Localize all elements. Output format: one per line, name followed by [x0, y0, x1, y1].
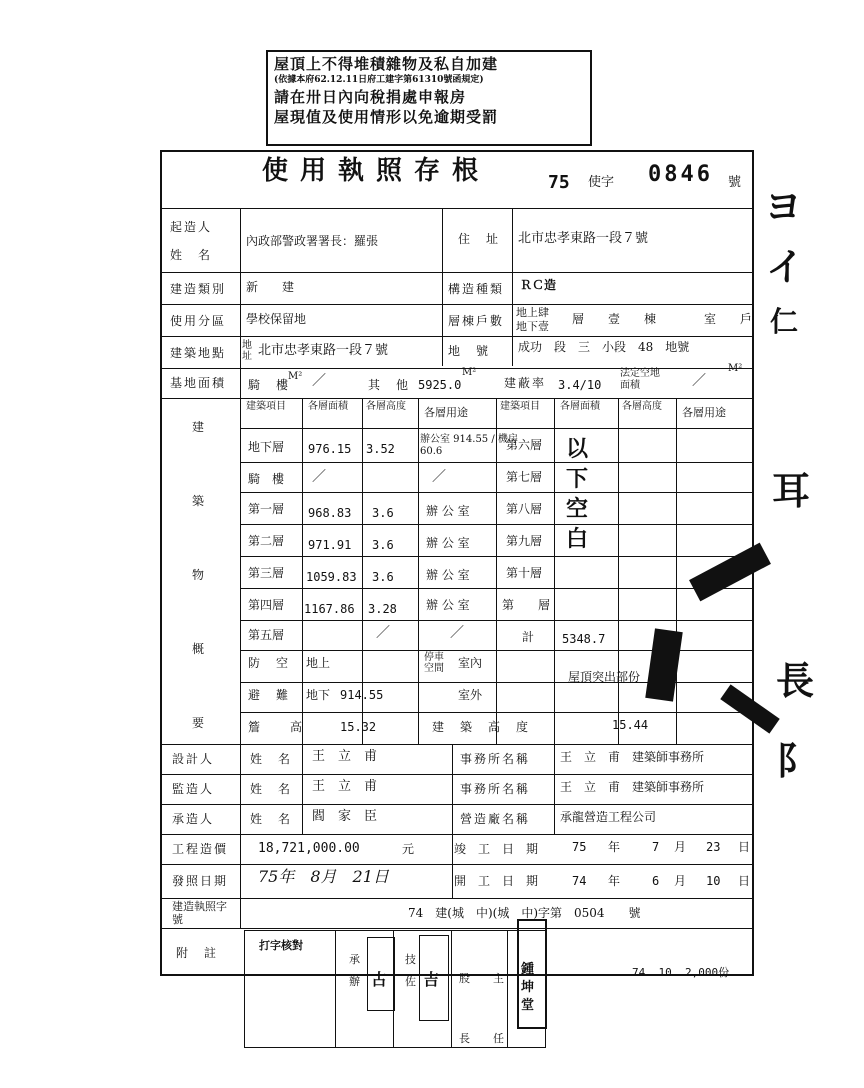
open-space-label: 法定空地面積	[620, 368, 660, 391]
sign-director: 主任	[493, 972, 504, 1045]
owner-value: 內政部警政署署長：羅張	[246, 234, 379, 248]
hdr-use: 各層用途	[424, 406, 468, 419]
start-label: 開 工 日 期	[454, 874, 539, 888]
notice-line-1: 屋頂上不得堆積雜物及私自加建	[274, 55, 499, 73]
coverage-label: 建蔽率	[504, 376, 547, 390]
parking-label: 停車空間	[424, 652, 444, 674]
bleed-glyph: 仁	[770, 305, 799, 338]
bleed-glyph: ヨ	[764, 184, 803, 229]
civil-defense-label-b: 避 難	[248, 688, 291, 702]
start-year-unit: 年	[608, 874, 621, 888]
build-permit-label: 建造執照字號	[172, 900, 227, 926]
site-area-label: 基地面積	[170, 376, 227, 390]
supervisor-name-label: 姓 名	[250, 782, 293, 796]
build-type-label: 建造類別	[170, 282, 227, 296]
sign-handler: 承辦	[349, 953, 360, 988]
supervisor-label: 監造人	[172, 782, 215, 796]
floor-use: 辦 公 室	[426, 598, 470, 612]
side-label-4: 概	[192, 642, 207, 656]
completion-year: 75	[572, 840, 587, 854]
area-unit-1: M²	[288, 371, 303, 382]
floors-above: 地上肆	[516, 306, 549, 319]
floor-height: 3.6	[372, 506, 394, 520]
notice-line-4: 屋現值及使用情形以免逾期受罰	[274, 108, 499, 126]
hdr-height: 各層高度	[366, 401, 406, 412]
floor-name-right: 第七層	[506, 470, 543, 484]
area-unit-2: M²	[462, 367, 477, 378]
floor-height: 3.6	[372, 570, 394, 584]
floor-name-right: 第 層	[502, 598, 551, 612]
designer-office-label: 事務所名稱	[460, 752, 531, 766]
floor-name: 地下層	[248, 440, 285, 454]
permit-suffix: 號	[728, 175, 742, 190]
print-run-footer: 74. 10. 2,000份	[632, 966, 730, 979]
completion-day: 23	[706, 840, 721, 854]
start-month: 6	[652, 874, 660, 888]
address-label: 住 址	[458, 232, 501, 246]
floor-height: 3.28	[368, 602, 397, 616]
issue-date-label: 發照日期	[172, 874, 229, 888]
designer-name-label: 姓 名	[250, 752, 293, 766]
contractor-name-label: 姓 名	[250, 812, 293, 826]
site-addr-tag: 地址	[242, 340, 252, 362]
permit-number: 0846	[648, 162, 713, 187]
sign-typing-check: 打字核對	[259, 939, 303, 952]
contractor-office-label: 營造廠名稱	[460, 812, 531, 826]
cost-label: 工程造價	[172, 842, 229, 856]
structure-label: 構造種類	[448, 282, 505, 296]
floors-label: 層棟戶數	[448, 314, 505, 328]
floor-use: 辦 公 室	[426, 568, 470, 582]
supervisor-office-label: 事務所名稱	[460, 782, 531, 796]
parking-outdoor: 室外	[458, 688, 483, 702]
supervisor-name: 王 立 甫	[312, 779, 378, 794]
zone-value: 學校保留地	[246, 312, 307, 326]
floor-name: 騎 樓	[248, 472, 285, 486]
address-value: 北市忠孝東路一段７號	[518, 231, 649, 246]
designer-name: 王 立 甫	[312, 749, 378, 764]
hdr-area: 各層面積	[308, 401, 348, 412]
designer-office: 王 立 甫 建築師事務所	[560, 750, 705, 764]
side-label-1: 建	[192, 420, 207, 434]
handwritten-blank-note: 以下空白	[566, 436, 589, 552]
floor-area: 971.91	[308, 538, 352, 552]
note-label: 附 註	[176, 946, 219, 960]
floor-area: 968.83	[308, 506, 352, 520]
area-unit-3: M²	[728, 363, 743, 374]
floor-name: 第五層	[248, 628, 285, 642]
civil-defense-below: 地下	[306, 688, 331, 702]
eaves-height-label: 簷 高	[248, 720, 305, 734]
permit-form: 使用執照存根 75 使字 0846 號 起造人 姓 名 內政部警政署署長：羅張 住 址 北市忠孝東路一段７號 建造類別 新 建 構造種類 ＲＣ造 使用分區 學校保留地 層棟戶數 地上肆 地下壹 層 壹 棟 室 戶 建築地點 地址 北市忠孝東路一段７號 地 號 成功 段 三 小段 48 地號 基地面積 騎 樓 M² ／ 其 他 5925.0 M² 建蔽率 3.4/10 法定空地面積 ／ M² 建 築 物 概 要 建築項目 各層面積 各層高度 各層用途 建築項目 各層面積 各層高度 各層用途 地下層 976.15 3.52 辦公室 914.55 / 機房 60.6 騎 樓 ／ ／ 第一層 968.83 3.6 辦 公 室 第二層 971.91 3.6 辦 公 室 第三層 1059.83 3.6 辦 公 室 第四層 1167.86 3.28 辦 公 室 第五層 ／ ／ 第六層 第七層 第八層 第九層 第十層 第 層 計 5348.7 以下空白 防 空 避 難 地上 地下 914.55 停車空間 室內 室外 屋頂突出部份 簷 高 15.32 建 築 高 度 15.44 設計人 姓 名 王 立 甫 事務所名稱 王 立 甫 建築師事務所 監造人 姓 名 王 立 甫 事務所名稱 王 立 甫 建築師事務所 承造人 姓 名 閻 家 臣 營造廠名稱 承龍營造工程公司 工程造價 18,721,000.00 元 竣 工 日 期 75 年 7 月 23 日 發照日期 75年 8月 21日 開 工 日 期 74 年 6 月 10 日 建造執照字號 74 建(城 中)(城 中)字第 0504 號 附 註	[160, 150, 754, 976]
roof-protrusion-label: 屋頂突出部份	[568, 670, 641, 684]
cost-value: 18,721,000.00	[258, 841, 360, 856]
floor-area: 1167.86	[304, 602, 355, 616]
supervisor-office: 王 立 甫 建築師事務所	[560, 780, 705, 794]
building-height-value: 15.44	[612, 718, 649, 732]
arcade-label: 騎 樓	[248, 378, 291, 392]
sign-technician: 技佐	[405, 953, 416, 988]
side-label-2: 築	[192, 494, 207, 508]
floors-units: 層 壹 棟 室 戶	[572, 312, 753, 326]
handler-seal-name: 古	[371, 970, 388, 989]
building-height-label: 建 築 高 度	[432, 720, 531, 734]
other-value: 5925.0	[418, 378, 462, 392]
hdr-area-r: 各層面積	[560, 401, 600, 412]
eaves-height-value: 15.32	[340, 720, 377, 734]
sign-section-chief: 股長	[459, 972, 470, 1045]
lot-value: 成功 段 三 小段 48 地號	[518, 340, 690, 354]
floor-use: 辦公室 914.55 / 機房 60.6	[420, 434, 518, 457]
total-area: 5348.7	[562, 632, 606, 646]
site-label: 建築地點	[170, 346, 227, 360]
hdr-item: 建築項目	[246, 401, 286, 412]
hdr-height-r: 各層高度	[622, 401, 662, 412]
civil-defense-label-a: 防 空	[248, 656, 291, 670]
completion-year-unit: 年	[608, 840, 621, 854]
floor-height: 3.52	[366, 442, 395, 456]
lot-label: 地 號	[448, 344, 491, 358]
other-label: 其 他	[368, 378, 411, 392]
floor-name: 第一層	[248, 502, 285, 516]
floor-height: 3.6	[372, 538, 394, 552]
bleed-glyph: 長	[776, 658, 815, 703]
floor-name-right: 第八層	[506, 502, 543, 516]
parking-indoor: 室內	[458, 656, 483, 670]
permit-prefix: 使字	[588, 175, 615, 190]
floor-area: 1059.83	[306, 570, 357, 584]
floor-name-right: 第十層	[506, 566, 543, 580]
start-month-unit: 月	[674, 874, 687, 888]
permit-year: 75	[548, 172, 570, 193]
floor-name-right: 第九層	[506, 534, 543, 548]
start-day: 10	[706, 874, 721, 888]
floor-name: 第四層	[248, 598, 285, 612]
designer-label: 設計人	[172, 752, 215, 766]
floor-name-right: 計	[522, 630, 535, 644]
completion-day-unit: 日	[738, 840, 751, 854]
technician-seal-name: 吉	[423, 970, 440, 989]
civil-defense-above: 地上	[306, 656, 331, 670]
start-day-unit: 日	[738, 874, 751, 888]
hdr-item-r: 建築項目	[500, 401, 540, 412]
start-year: 74	[572, 874, 587, 888]
bleed-glyph: 阝	[776, 738, 815, 783]
floor-name: 第三層	[248, 566, 285, 580]
signature-strip	[244, 930, 546, 1048]
notice-line-2: (依據本府62.12.11日府工建字第61310號函規定)	[274, 75, 484, 85]
notice-stamp	[266, 50, 592, 146]
floor-name-right: 第六層	[506, 438, 543, 452]
coverage-value: 3.4/10	[558, 378, 602, 392]
form-title: 使用執照存根	[262, 156, 491, 186]
completion-month-unit: 月	[674, 840, 687, 854]
contractor-name: 閻 家 臣	[312, 809, 378, 824]
notice-line-3: 請在卅日內向稅捐處申報房	[274, 88, 467, 106]
owner-name-label: 姓 名	[170, 248, 213, 262]
director-seal-name: 鍾坤堂	[521, 962, 535, 1013]
civil-defense-below-value: 914.55	[340, 688, 384, 702]
bleed-glyph: 耳	[772, 468, 811, 513]
floor-use: 辦 公 室	[426, 536, 470, 550]
floors-below: 地下壹	[516, 320, 549, 333]
owner-label: 起造人	[170, 220, 213, 234]
bleed-glyph: イ	[766, 244, 805, 289]
zone-label: 使用分區	[170, 314, 227, 328]
build-type-value: 新 建	[246, 280, 295, 294]
site-address: 北市忠孝東路一段７號	[258, 343, 389, 358]
contractor-label: 承造人	[172, 812, 215, 826]
floor-area: 976.15	[308, 442, 352, 456]
floor-name: 第二層	[248, 534, 285, 548]
issue-date-value: 75年 8月 21日	[258, 867, 389, 886]
structure-value: ＲＣ造	[520, 278, 557, 292]
cost-unit: 元	[402, 842, 415, 856]
side-label-5: 要	[192, 716, 207, 730]
floor-use: 辦 公 室	[426, 504, 470, 518]
contractor-office: 承龍營造工程公司	[560, 810, 657, 824]
build-permit-value: 74 建(城 中)(城 中)字第 0504 號	[408, 906, 641, 920]
hdr-use-r: 各層用途	[682, 406, 726, 419]
side-label-3: 物	[192, 568, 207, 582]
completion-label: 竣 工 日 期	[454, 842, 539, 856]
completion-month: 7	[652, 840, 660, 854]
